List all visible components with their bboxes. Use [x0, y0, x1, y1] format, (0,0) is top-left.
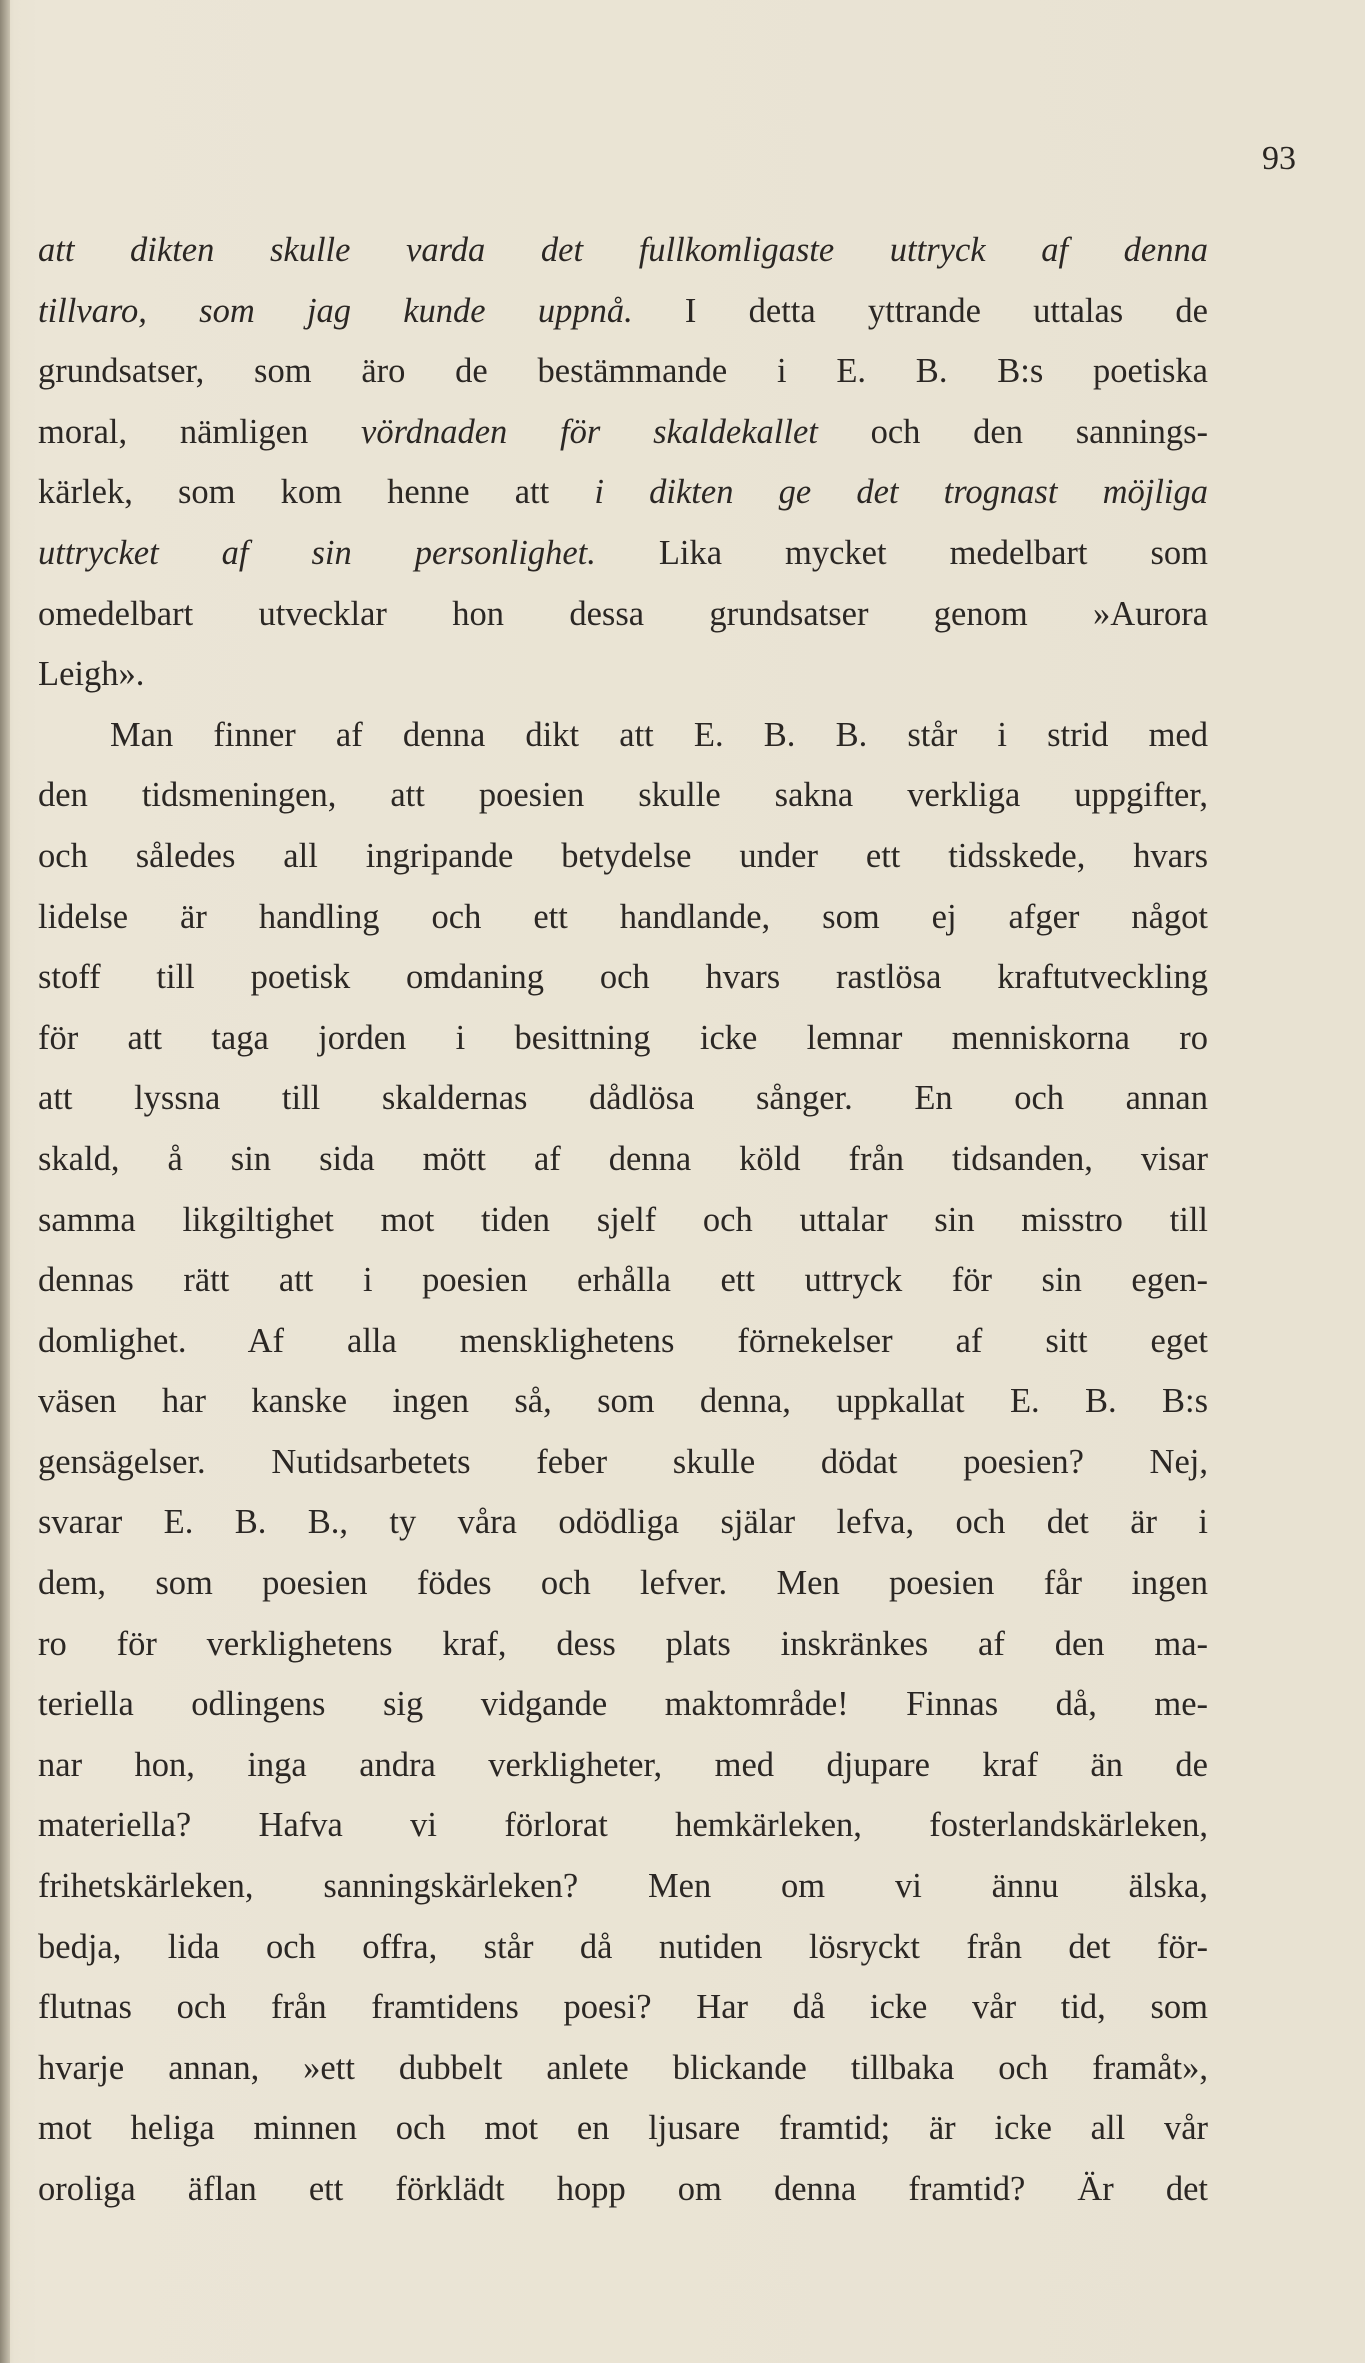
text-segment: frihetskärleken, sanningskärleken? Men om vi ännu älska,: [38, 1867, 1208, 1906]
text-segment: I detta yttrande uttalas de: [632, 291, 1208, 330]
text-line: [38, 705, 1208, 766]
italic-text-segment: vördnaden för skaldekallet: [361, 412, 818, 451]
text-segment: materiella? Hafva vi förlorat hemkärleken, fosterlandskärleken,: [38, 1806, 1208, 1845]
text-segment: gensägelser. Nutidsarbetets feber skulle dödat poesien? Nej,: [38, 1442, 1208, 1481]
italic-text-segment: i dikten ge det trognast möjliga: [594, 473, 1208, 512]
text-segment: grundsatser, som äro de bestämmande i E. B. B:s poetiska: [38, 352, 1208, 391]
text-line: [38, 887, 1208, 948]
text-segment: och således all ingripande betydelse under ett tidsskede, hvars: [38, 836, 1208, 875]
italic-text-segment: att dikten skulle varda det fullkomligaste uttryck af denna: [38, 231, 1208, 269]
text-segment: ro för verklighetens kraf, dess plats inskränkes af den ma-: [38, 1624, 1208, 1663]
text-segment: skald, å sin sida mött af denna köld från tidsanden, visar: [38, 1139, 1208, 1178]
text-segment: dennas rätt att i poesien erhålla ett uttryck för sin egen-: [38, 1261, 1208, 1300]
italic-text-segment: tillvaro, som jag kunde uppnå.: [38, 291, 633, 330]
text-segment: att lyssna till skaldernas dådlösa sånger. En och annan: [38, 1079, 1208, 1118]
text-segment: moral, nämligen: [38, 412, 362, 451]
text-line: [38, 462, 1208, 523]
binding-edge: [0, 0, 10, 2363]
text-line: [38, 1795, 1208, 1856]
text-segment: samma likgiltighet mot tiden sjelf och uttalar sin misstro till: [38, 1200, 1208, 1239]
text-segment: den tidsmeningen, att poesien skulle sakna verkliga uppgifter,: [38, 776, 1208, 815]
text-line: [38, 1190, 1208, 1251]
text-line: [38, 1977, 1208, 2038]
text-segment: omedelbart utvecklar hon dessa grundsatser genom »Aurora: [38, 594, 1208, 633]
text-line: [38, 1068, 1208, 1129]
text-segment: dem, som poesien födes och lefver. Men poesien får ingen: [38, 1564, 1208, 1603]
text-line: [38, 2159, 1208, 2220]
text-line: [38, 1008, 1208, 1069]
text-line: [38, 644, 1208, 705]
text-line: [38, 1129, 1208, 1190]
text-segment: Leigh».: [38, 655, 145, 694]
text-segment: stoff till poetisk omdaning och hvars rastlösa kraftutveckling: [38, 958, 1208, 997]
text-line: [38, 1856, 1208, 1917]
text-segment: väsen har kanske ingen så, som denna, uppkallat E. B. B:s: [38, 1382, 1208, 1421]
text-line: [38, 1735, 1208, 1796]
text-line: [38, 341, 1208, 402]
text-line: [38, 2038, 1208, 2099]
text-line: [38, 1492, 1208, 1553]
text-segment: Lika mycket medelbart som: [595, 533, 1208, 572]
text-line: [38, 826, 1208, 887]
text-segment: kärlek, som kom henne att: [38, 473, 595, 512]
text-segment: hvarje annan, »ett dubbelt anlete blickande tillbaka och framåt»,: [38, 2048, 1208, 2087]
text-line: [38, 1432, 1208, 1493]
text-line: [38, 1614, 1208, 1675]
text-segment: lidelse är handling och ett handlande, som ej afger något: [38, 897, 1208, 936]
text-segment: domlighet. Af alla mensklighetens förnekelser af sitt eget: [38, 1321, 1208, 1360]
text-segment: och den sannings-: [817, 412, 1208, 451]
text-line: [38, 2098, 1208, 2159]
text-segment: bedja, lida och offra, står då nutiden lösryckt från det för-: [38, 1927, 1208, 1966]
page-number: 93: [1262, 140, 1296, 177]
text-line: [38, 220, 1208, 281]
text-line: [38, 947, 1208, 1008]
italic-text-segment: uttrycket af sin personlighet.: [38, 533, 596, 572]
text-line: [38, 584, 1208, 645]
text-line: [38, 402, 1208, 463]
text-segment: Man finner af denna dikt att E. B. B. står i strid med: [110, 715, 1208, 754]
text-line: [38, 1553, 1208, 1614]
text-line: [38, 1250, 1208, 1311]
text-line: [38, 1311, 1208, 1372]
text-segment: nar hon, inga andra verkligheter, med djupare kraf än de: [38, 1745, 1208, 1784]
text-segment: svarar E. B. B., ty våra odödliga själar lefva, och det är i: [38, 1503, 1208, 1542]
body-text: [38, 220, 1208, 2220]
text-line: [38, 281, 1208, 342]
text-segment: oroliga äflan ett förklädt hopp om denna framtid? Är det: [38, 2170, 1208, 2208]
text-segment: mot heliga minnen och mot en ljusare framtid; är icke all vår: [38, 2109, 1208, 2148]
text-segment: flutnas och från framtidens poesi? Har då icke vår tid, som: [38, 1988, 1208, 2027]
text-line: [38, 523, 1208, 584]
text-segment: teriella odlingens sig vidgande maktområde! Finnas då, me-: [38, 1685, 1208, 1724]
text-line: [38, 765, 1208, 826]
text-line: [38, 1917, 1208, 1978]
text-line: [38, 1371, 1208, 1432]
text-line: [38, 1674, 1208, 1735]
text-segment: för att taga jorden i besittning icke lemnar menniskorna ro: [38, 1018, 1208, 1057]
